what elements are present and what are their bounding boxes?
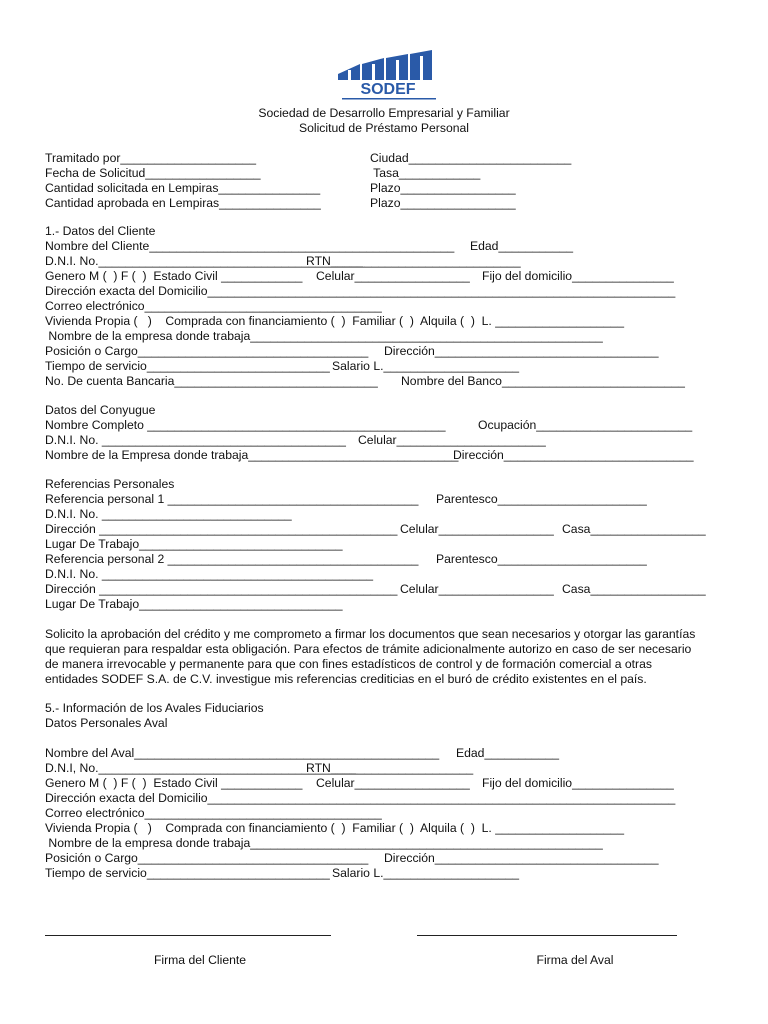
aval-nombre-field[interactable]: Nombre del Aval_____________________________________________ — [45, 746, 440, 760]
declaracion-line: entidades SODEF S.A. de C.V. investigue mis referencias crediticias en el buró de crédito existentes en el país. — [45, 672, 647, 686]
org-name: Sociedad de Desarrollo Empresarial y Familiar — [258, 106, 510, 120]
cliente-dni-field[interactable]: D.N.I. No._______________________________________ — [45, 254, 363, 268]
cliente-correo-field[interactable]: Correo electrónico___________________________________ — [45, 299, 382, 313]
cliente-direccion-field[interactable]: Dirección_________________________________ — [384, 344, 659, 358]
firma-cliente-label: Firma del Cliente — [153, 953, 247, 967]
plazo-field-2[interactable]: Plazo_________________ — [370, 196, 516, 210]
declaracion-paragraph — [45, 627, 725, 687]
conyugue-heading: Datos del Conyugue — [45, 403, 156, 417]
aval-tiempo-field[interactable]: Tiempo de servicio___________________________ — [45, 866, 330, 880]
cantidad-aprobada-field[interactable]: Cantidad aprobada en Lempiras_______________ — [45, 196, 321, 210]
cliente-cuenta-field[interactable]: No. De cuenta Bancaria______________________________ — [45, 374, 378, 388]
aval-edad-field[interactable]: Edad___________ — [456, 746, 560, 760]
firma-aval-label: Firma del Aval — [536, 953, 614, 967]
aval-celular-field[interactable]: Celular_________________ — [316, 776, 470, 790]
cliente-signature-line[interactable] — [45, 935, 331, 936]
referencia1-field[interactable]: Referencia personal 1 _____________________________________ — [45, 492, 419, 506]
cliente-nombre-field[interactable]: Nombre del Cliente_____________________________________________ — [45, 239, 455, 253]
fecha-solicitud-field[interactable]: Fecha de Solicitud_________________ — [45, 166, 261, 180]
tramitado-por-field[interactable]: Tramitado por____________________ — [45, 151, 256, 165]
conyugue-direccion-field[interactable]: Dirección____________________________ — [453, 448, 694, 462]
referencia2-dni-field[interactable]: D.N.I. No. ________________________________________ — [45, 567, 374, 581]
aval-empresa-field[interactable]: Nombre de la empresa donde trabaja____________________________________________________ — [45, 836, 603, 850]
referencia2-direccion-field[interactable]: Dirección ____________________________________________ — [45, 582, 398, 596]
aval-dni-field[interactable]: D.N.I, No.______________________________________ — [45, 761, 357, 775]
cliente-empresa-field[interactable]: Nombre de la empresa donde trabaja____________________________________________________ — [45, 329, 603, 343]
aval-rtn-field[interactable]: RTN_____________________ — [306, 761, 474, 775]
conyugue-dni-field[interactable]: D.N.I. No. ____________________________________ — [45, 433, 346, 447]
referencia1-celular-field[interactable]: Celular_________________ — [400, 522, 554, 536]
aval-salario-field[interactable]: Salario L.____________________ — [332, 866, 520, 880]
cantidad-solicitada-field[interactable]: Cantidad solicitada en Lempiras_______________ — [45, 181, 321, 195]
aval-genero-estado-field[interactable]: Genero M ( ) F ( ) Estado Civil ____________ — [45, 776, 303, 790]
aval-direccion-field[interactable]: Dirección_________________________________ — [384, 851, 659, 865]
cliente-direccion-exacta-field[interactable]: Dirección exacta del Domicilio_____________________________________________________________________ — [45, 284, 676, 298]
aval-correo-field[interactable]: Correo electrónico___________________________________ — [45, 806, 382, 820]
conyugue-ocupacion-field[interactable]: Ocupación_______________________ — [478, 418, 693, 432]
tasa-field[interactable]: Tasa____________ — [370, 166, 481, 180]
cliente-fijo-field[interactable]: Fijo del domicilio_______________ — [482, 269, 674, 283]
referencia1-casa-field[interactable]: Casa_________________ — [562, 522, 706, 536]
cliente-posicion-field[interactable]: Posición o Cargo__________________________________ — [45, 344, 369, 358]
logo-text: SODEF — [360, 81, 416, 98]
aval-posicion-field[interactable]: Posición o Cargo__________________________________ — [45, 851, 369, 865]
cliente-rtn-field[interactable]: RTN____________________________ — [306, 254, 521, 268]
cliente-banco-field[interactable]: Nombre del Banco___________________________ — [401, 374, 685, 388]
declaracion-line: que requieran para respaldar esta obligación. Para efectos de trámite adicionalmente autorizo en caso de ser necesario — [45, 642, 692, 656]
sodef-logo — [330, 50, 448, 102]
referencia2-lugar-field[interactable]: Lugar De Trabajo______________________________ — [45, 597, 343, 611]
aval-signature-line[interactable] — [417, 935, 677, 936]
form-title: Solicitud de Préstamo Personal — [298, 121, 470, 135]
cliente-heading: 1.- Datos del Cliente — [45, 224, 156, 238]
referencia2-casa-field[interactable]: Casa_________________ — [562, 582, 706, 596]
conyugue-nombre-field[interactable]: Nombre Completo ____________________________________________ — [45, 418, 446, 432]
cliente-tiempo-field[interactable]: Tiempo de servicio___________________________ — [45, 359, 330, 373]
plazo-field[interactable]: Plazo_________________ — [370, 181, 516, 195]
declaracion-line: Solicito la aprobación del crédito y me comprometo a firmar los documentos que sean necesarios y otorgar las garantías — [45, 627, 696, 641]
aval-fijo-field[interactable]: Fijo del domicilio_______________ — [482, 776, 674, 790]
ciudad-field[interactable]: Ciudad________________________ — [370, 151, 572, 165]
cliente-vivienda-field[interactable]: Vivienda Propia ( ) Comprada con financiamiento ( ) Familiar ( ) Alquila ( ) L. ___________________ — [45, 314, 624, 328]
referencia2-celular-field[interactable]: Celular_________________ — [400, 582, 554, 596]
referencias-heading: Referencias Personales — [45, 477, 175, 491]
aval-vivienda-field[interactable]: Vivienda Propia ( ) Comprada con financiamiento ( ) Familiar ( ) Alquila ( ) L. ___________________ — [45, 821, 624, 835]
aval-direccion-exacta-field[interactable]: Dirección exacta del Domicilio_____________________________________________________________________ — [45, 791, 676, 805]
conyugue-empresa-field[interactable]: Nombre de la Empresa donde trabaja_______________________________ — [45, 448, 459, 462]
referencia1-direccion-field[interactable]: Dirección ____________________________________________ — [45, 522, 398, 536]
referencia1-lugar-field[interactable]: Lugar De Trabajo______________________________ — [45, 537, 343, 551]
aval-subheading: Datos Personales Aval — [45, 716, 168, 730]
conyugue-celular-field[interactable]: Celular______________________ — [358, 433, 546, 447]
referencia2-field[interactable]: Referencia personal 2 _____________________________________ — [45, 552, 419, 566]
referencia1-dni-field[interactable]: D.N.I. No. ____________________________ — [45, 507, 292, 521]
parentesco2-field[interactable]: Parentesco______________________ — [436, 552, 647, 566]
parentesco1-field[interactable]: Parentesco______________________ — [436, 492, 647, 506]
cliente-celular-field[interactable]: Celular_________________ — [316, 269, 470, 283]
declaracion-line: de manera irrevocable y permanente para que con fines estadísticos de control y de formación comercial a otras — [45, 657, 652, 671]
cliente-salario-field[interactable]: Salario L.____________________ — [332, 359, 520, 373]
cliente-edad-field[interactable]: Edad___________ — [470, 239, 574, 253]
aval-heading: 5.- Información de los Avales Fiduciarios — [45, 701, 264, 715]
cliente-genero-estado-field[interactable]: Genero M ( ) F ( ) Estado Civil ____________ — [45, 269, 303, 283]
